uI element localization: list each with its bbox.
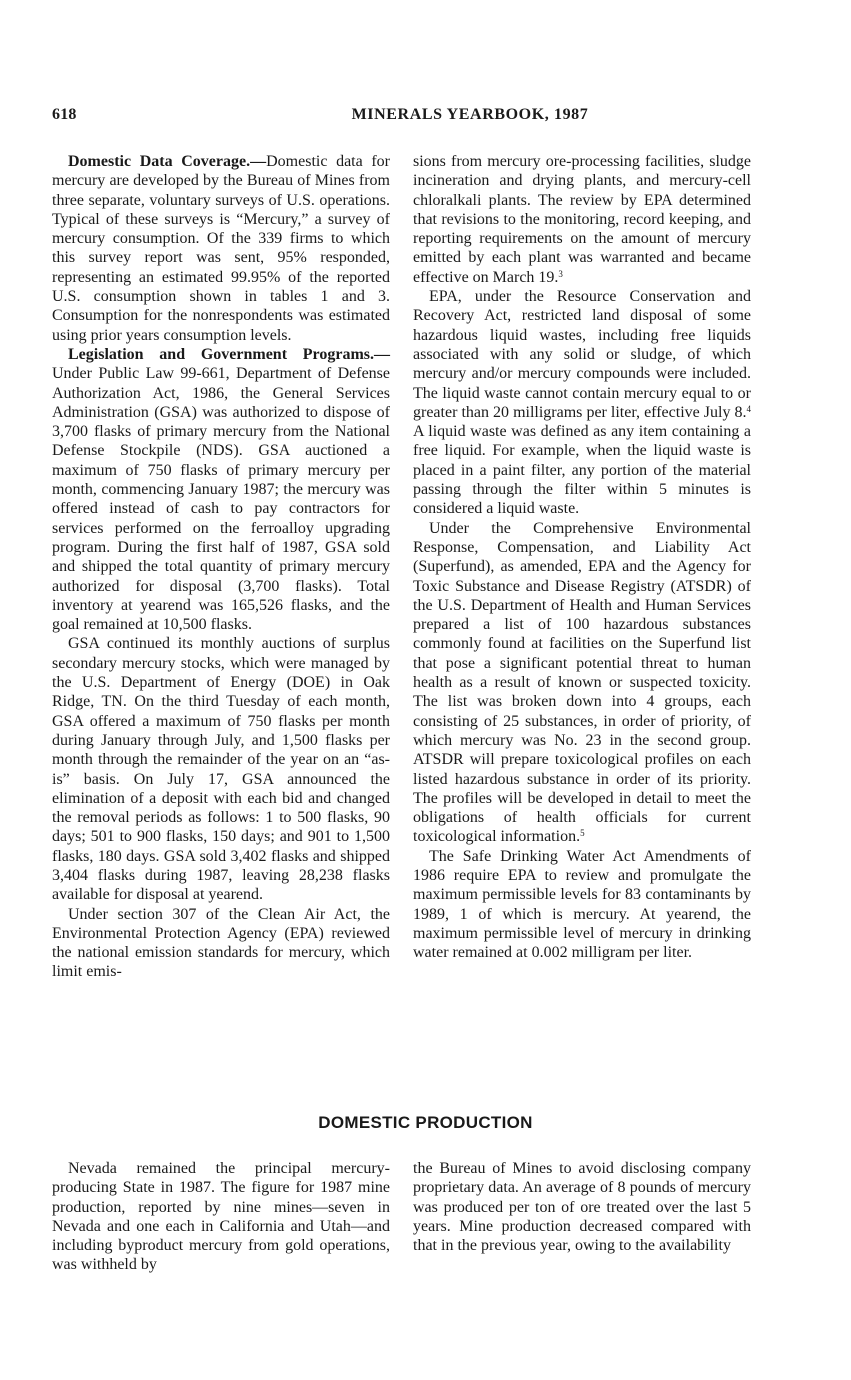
- paragraph-text: sions from mercury ore-processing facilities, sludge incineration and drying plants, and mercury-cell chloralkali plants. The review by EPA determined that revisions to the monitoring, record keeping, and reporting requirements on the amount of mercury emitted by each plant was warranted and became effective on March 19.: [413, 153, 751, 286]
- page-header: [52, 106, 798, 128]
- right-column: [413, 152, 751, 962]
- paragraph-text: EPA, under the Resource Conservation and Recovery Act, restricted land disposal of some hazardous liquid wastes, including free liquids associated with any solid or sludge, of which mercury and/or mercury compounds were included. The liquid waste cannot contain mercury equal to or greater than 20 milligrams per liter, effective July 8.: [413, 288, 751, 421]
- section-heading: DOMESTIC PRODUCTION: [318, 1113, 533, 1132]
- paragraph-text: Under the Comprehensive Environmental Response, Compensation, and Liability Act (Superfund), as amended, EPA and the Agency for Toxic Substance and Disease Registry (ATSDR) of the U.S. Department of Health and Human Services prepared a list of 100 hazardous substances commonly found at facilities on the Superfund list that pose a significant potential threat to human health as a result of known or suspected toxicity. The list was broken down into 4 groups, each consisting of 25 substances, in order of priority, of which mercury was No. 23 in the second group. ATSDR will prepare toxicological profiles on each listed hazardous substance in order of its priority. The profiles will be developed in detail to meet the obligations of health officials for current toxicological information.: [413, 519, 751, 846]
- footnote-ref: 4: [746, 403, 751, 414]
- paragraph-nevada-production: Nevada remained the principal mercury-producing State in 1987. The figure for 1987 mine production, reported by nine mines—seven in Nevada and one each in California and Utah—and including byproduct mercury from gold operations, was withheld by: [52, 1160, 390, 1274]
- paragraph-text: Under Public Law 99-661, Department of Defense Authorization Act, 1986, the General Services Administration (GSA) was authorized to dispose of 3,700 flasks of primary mercury from the National Defense Stockpile (NDS). GSA auctioned a maximum of 750 flasks of primary mercury per month, commencing January 1987; the mercury was offered instead of cash to pay contractors for services performed on the ferroalloy upgrading program. During the first half of 1987, GSA sold and shipped the total quantity of primary mercury authorized for disposal (3,700 flasks). Total inventory at yearend was 165,526 flasks, and the goal remained at 10,500 flasks.: [52, 365, 390, 634]
- page-number: 618: [52, 106, 77, 123]
- footnote-ref: 5: [580, 828, 585, 839]
- paragraph-safe-drinking-water: The Safe Drinking Water Act Amendments of 1986 require EPA to review and promulgate the maximum permissible levels for 83 contaminants by 1989, 1 of which is mercury. At yearend, the maximum permissible level of mercury in drinking water remained at 0.002 milligram per liter.: [413, 847, 751, 962]
- paragraph-gsa-auctions: GSA continued its monthly auctions of surplus secondary mercury stocks, which were managed by the U.S. Department of Energy (DOE) in Oak Ridge, TN. On the third Tuesday of each month, GSA offered a maximum of 750 flasks per month during January through July, and 1,500 flasks per month through the remainder of the year on an “as-is” basis. On July 17, GSA announced the elimination of a deposit with each bid and changed the removal periods as follows: 1 to 500 flasks, 90 days; 501 to 900 flasks, 150 days; and 901 to 1,500 flasks, 180 days. GSA sold 3,402 flasks and shipped 3,404 flasks during 1987, leaving 28,238 flasks available for disposal at yearend.: [52, 635, 390, 904]
- right-column-production: [413, 1159, 751, 1255]
- paragraph-text: Domestic data for mercury are developed by the Bureau of Mines from three separate, voluntary surveys of U.S. operations. Typical of these surveys is “Mercury,” a survey of mercury consumption. Of the 339 firms to which this survey report was sent, 95% responded, representing an estimated 99.95% of the reported U.S. consumption shown in tables 1 and 3. Consumption for the nonrespondents was estimated using prior years consumption levels.: [52, 153, 391, 344]
- paragraph-production-continued: the Bureau of Mines to avoid disclosing company proprietary data. An average of 8 pounds of mercury was produced per ton of ore treated over the last 5 years. Mine production decreased compared with that in the previous year, owing to the availability: [413, 1160, 751, 1255]
- run-in-heading: Domestic Data Coverage.—: [68, 153, 267, 170]
- left-column: [52, 152, 390, 982]
- footnote-ref: 3: [558, 268, 563, 279]
- paragraph-clean-air-act: Under section 307 of the Clean Air Act, the Environmental Protection Agency (EPA) reviewed the national emission standards for mercury, which limit emis-: [52, 905, 390, 981]
- run-in-heading: Legislation and Government Programs.—: [68, 345, 390, 363]
- left-column-production: [52, 1159, 390, 1275]
- paragraph-emissions-continued: [413, 152, 751, 287]
- paragraph-legislation: [52, 345, 390, 634]
- paragraph-rcra: [413, 287, 751, 519]
- paragraph-superfund: [413, 519, 751, 847]
- paragraph-domestic-data-coverage: [52, 152, 390, 345]
- running-title: MINERALS YEARBOOK, 1987: [351, 106, 589, 123]
- paragraph-text: A liquid waste was defined as any item containing a free liquid. For example, when the liquid waste is placed in a paint filter, any portion of the material passing through the filter within 5 minutes is considered a liquid waste.: [413, 423, 751, 518]
